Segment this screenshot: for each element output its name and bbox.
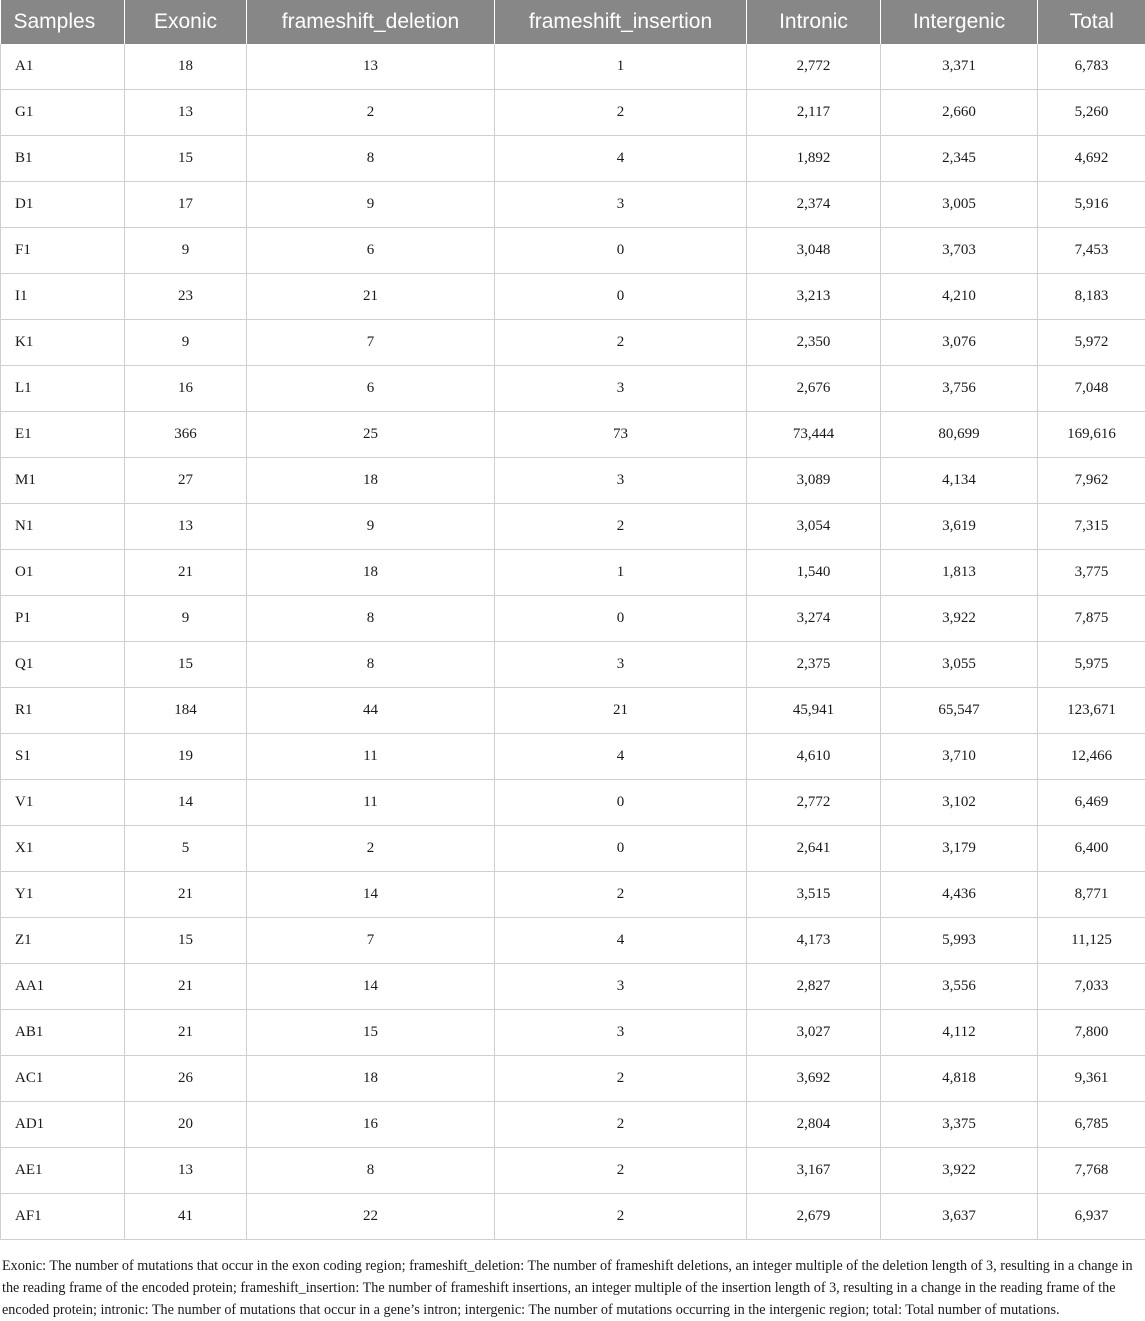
cell-intronic: 1,540: [747, 550, 881, 596]
cell-intronic: 2,641: [747, 826, 881, 872]
cell-sample: D1: [1, 182, 125, 228]
header-frameshift-insertion: frameshift_insertion: [495, 0, 747, 44]
cell-frameshift-insertion: 0: [495, 826, 747, 872]
cell-frameshift-insertion: 1: [495, 550, 747, 596]
cell-frameshift-insertion: 21: [495, 688, 747, 734]
cell-exonic: 13: [125, 504, 247, 550]
cell-intronic: 3,213: [747, 274, 881, 320]
cell-intergenic: 3,619: [881, 504, 1038, 550]
cell-total: 7,033: [1038, 964, 1145, 1010]
cell-exonic: 9: [125, 228, 247, 274]
cell-intronic: 2,827: [747, 964, 881, 1010]
table-row: [1, 1102, 1145, 1148]
table-row: [1, 688, 1145, 734]
cell-intronic: 4,173: [747, 918, 881, 964]
cell-exonic: 9: [125, 596, 247, 642]
cell-sample: K1: [1, 320, 125, 366]
cell-sample: B1: [1, 136, 125, 182]
cell-frameshift-insertion: 2: [495, 872, 747, 918]
cell-intronic: 45,941: [747, 688, 881, 734]
table-footnote: Exonic: The number of mutations that occur in the exon coding region; frameshift_deletion: The number of frameshift deletions, an integer multiple of the deletion length of 3, resulting in a change in the reading frame of the encoded protein; frameshift_insertion: The number of frameshift insertions, an integer multiple of the insertion length of 3, resulting in a change in the reading frame of the encoded protein; intronic: The number of mutations that occur in a gene’s intron; intergenic: The number of mutations occurring in the intergenic region; total: Total number of mutations.: [2, 1255, 1140, 1321]
cell-frameshift-deletion: 15: [247, 1010, 495, 1056]
cell-intronic: 2,350: [747, 320, 881, 366]
cell-intronic: 2,374: [747, 182, 881, 228]
cell-exonic: 184: [125, 688, 247, 734]
table-row: [1, 1010, 1145, 1056]
cell-intronic: 3,167: [747, 1148, 881, 1194]
cell-intronic: 3,089: [747, 458, 881, 504]
cell-frameshift-deletion: 44: [247, 688, 495, 734]
cell-total: 7,315: [1038, 504, 1145, 550]
cell-total: 7,048: [1038, 366, 1145, 412]
cell-total: 8,183: [1038, 274, 1145, 320]
cell-intronic: 3,515: [747, 872, 881, 918]
cell-exonic: 27: [125, 458, 247, 504]
cell-total: 9,361: [1038, 1056, 1145, 1102]
cell-exonic: 41: [125, 1194, 247, 1240]
cell-frameshift-insertion: 2: [495, 1194, 747, 1240]
cell-sample: R1: [1, 688, 125, 734]
cell-exonic: 19: [125, 734, 247, 780]
cell-frameshift-deletion: 7: [247, 918, 495, 964]
cell-total: 7,962: [1038, 458, 1145, 504]
cell-exonic: 21: [125, 872, 247, 918]
cell-frameshift-deletion: 9: [247, 504, 495, 550]
cell-frameshift-insertion: 4: [495, 136, 747, 182]
cell-intronic: 2,804: [747, 1102, 881, 1148]
table-row: [1, 734, 1145, 780]
cell-frameshift-deletion: 8: [247, 642, 495, 688]
table-row: [1, 412, 1145, 458]
cell-intergenic: 3,179: [881, 826, 1038, 872]
cell-sample: AA1: [1, 964, 125, 1010]
cell-intergenic: 4,436: [881, 872, 1038, 918]
cell-intronic: 2,772: [747, 780, 881, 826]
cell-frameshift-deletion: 18: [247, 550, 495, 596]
table-header-row: [1, 0, 1145, 44]
cell-intronic: 3,274: [747, 596, 881, 642]
cell-frameshift-insertion: 3: [495, 1010, 747, 1056]
cell-intronic: 3,027: [747, 1010, 881, 1056]
cell-exonic: 26: [125, 1056, 247, 1102]
cell-intronic: 2,117: [747, 90, 881, 136]
cell-intergenic: 4,112: [881, 1010, 1038, 1056]
table-row: [1, 228, 1145, 274]
cell-frameshift-insertion: 3: [495, 366, 747, 412]
cell-total: 3,775: [1038, 550, 1145, 596]
table-row: [1, 504, 1145, 550]
cell-exonic: 23: [125, 274, 247, 320]
cell-total: 5,916: [1038, 182, 1145, 228]
cell-total: 5,260: [1038, 90, 1145, 136]
cell-intergenic: 3,922: [881, 596, 1038, 642]
cell-frameshift-deletion: 8: [247, 596, 495, 642]
table-row: [1, 918, 1145, 964]
header-intronic: Intronic: [747, 0, 881, 44]
cell-exonic: 21: [125, 550, 247, 596]
cell-intergenic: 4,134: [881, 458, 1038, 504]
cell-sample: Z1: [1, 918, 125, 964]
table-row: [1, 964, 1145, 1010]
cell-sample: AB1: [1, 1010, 125, 1056]
cell-total: 6,785: [1038, 1102, 1145, 1148]
cell-intergenic: 65,547: [881, 688, 1038, 734]
cell-total: 7,453: [1038, 228, 1145, 274]
cell-exonic: 5: [125, 826, 247, 872]
cell-frameshift-deletion: 7: [247, 320, 495, 366]
table-row: [1, 320, 1145, 366]
cell-intergenic: 5,993: [881, 918, 1038, 964]
cell-total: 4,692: [1038, 136, 1145, 182]
cell-total: 123,671: [1038, 688, 1145, 734]
cell-intergenic: 3,055: [881, 642, 1038, 688]
cell-frameshift-insertion: 2: [495, 1056, 747, 1102]
cell-intergenic: 3,756: [881, 366, 1038, 412]
cell-intergenic: 3,922: [881, 1148, 1038, 1194]
cell-intronic: 3,054: [747, 504, 881, 550]
cell-intronic: 2,375: [747, 642, 881, 688]
cell-frameshift-insertion: 0: [495, 780, 747, 826]
cell-intergenic: 2,345: [881, 136, 1038, 182]
cell-exonic: 9: [125, 320, 247, 366]
cell-total: 6,937: [1038, 1194, 1145, 1240]
header-total: Total: [1038, 0, 1145, 44]
cell-total: 6,783: [1038, 44, 1145, 90]
cell-frameshift-insertion: 3: [495, 458, 747, 504]
cell-sample: O1: [1, 550, 125, 596]
cell-sample: E1: [1, 412, 125, 458]
cell-intergenic: 1,813: [881, 550, 1038, 596]
cell-exonic: 15: [125, 642, 247, 688]
cell-sample: V1: [1, 780, 125, 826]
cell-sample: Q1: [1, 642, 125, 688]
cell-total: 6,400: [1038, 826, 1145, 872]
cell-total: 11,125: [1038, 918, 1145, 964]
table-row: [1, 136, 1145, 182]
table-row: [1, 550, 1145, 596]
cell-frameshift-insertion: 4: [495, 918, 747, 964]
cell-frameshift-deletion: 13: [247, 44, 495, 90]
table-row: [1, 1148, 1145, 1194]
header-samples: Samples: [1, 0, 125, 44]
cell-frameshift-insertion: 3: [495, 182, 747, 228]
table-row: [1, 366, 1145, 412]
cell-frameshift-deletion: 14: [247, 964, 495, 1010]
cell-total: 12,466: [1038, 734, 1145, 780]
cell-frameshift-deletion: 6: [247, 366, 495, 412]
table-row: [1, 274, 1145, 320]
cell-frameshift-deletion: 25: [247, 412, 495, 458]
cell-frameshift-insertion: 0: [495, 228, 747, 274]
cell-intergenic: 3,703: [881, 228, 1038, 274]
cell-exonic: 20: [125, 1102, 247, 1148]
cell-intergenic: 3,637: [881, 1194, 1038, 1240]
cell-sample: P1: [1, 596, 125, 642]
cell-frameshift-insertion: 3: [495, 964, 747, 1010]
cell-sample: F1: [1, 228, 125, 274]
cell-intergenic: 3,556: [881, 964, 1038, 1010]
cell-total: 7,768: [1038, 1148, 1145, 1194]
table-row: [1, 182, 1145, 228]
cell-exonic: 21: [125, 964, 247, 1010]
cell-exonic: 13: [125, 90, 247, 136]
cell-exonic: 15: [125, 136, 247, 182]
cell-sample: AC1: [1, 1056, 125, 1102]
cell-frameshift-insertion: 2: [495, 1148, 747, 1194]
cell-intronic: 2,679: [747, 1194, 881, 1240]
cell-frameshift-deletion: 21: [247, 274, 495, 320]
cell-frameshift-insertion: 2: [495, 320, 747, 366]
cell-frameshift-insertion: 73: [495, 412, 747, 458]
cell-intergenic: 2,660: [881, 90, 1038, 136]
table-row: [1, 872, 1145, 918]
cell-frameshift-insertion: 2: [495, 90, 747, 136]
cell-intronic: 2,676: [747, 366, 881, 412]
cell-sample: X1: [1, 826, 125, 872]
cell-sample: I1: [1, 274, 125, 320]
header-exonic: Exonic: [125, 0, 247, 44]
table-row: [1, 1056, 1145, 1102]
cell-sample: S1: [1, 734, 125, 780]
cell-frameshift-deletion: 18: [247, 458, 495, 504]
cell-frameshift-deletion: 11: [247, 734, 495, 780]
cell-total: 169,616: [1038, 412, 1145, 458]
cell-frameshift-insertion: 2: [495, 504, 747, 550]
cell-exonic: 366: [125, 412, 247, 458]
cell-intronic: 3,692: [747, 1056, 881, 1102]
cell-frameshift-insertion: 3: [495, 642, 747, 688]
table-row: [1, 44, 1145, 90]
cell-total: 8,771: [1038, 872, 1145, 918]
cell-frameshift-insertion: 0: [495, 274, 747, 320]
cell-frameshift-deletion: 6: [247, 228, 495, 274]
cell-exonic: 21: [125, 1010, 247, 1056]
cell-sample: G1: [1, 90, 125, 136]
header-intergenic: Intergenic: [881, 0, 1038, 44]
cell-sample: M1: [1, 458, 125, 504]
table-body: [1, 44, 1145, 1240]
cell-frameshift-deletion: 11: [247, 780, 495, 826]
cell-total: 6,469: [1038, 780, 1145, 826]
cell-intergenic: 80,699: [881, 412, 1038, 458]
cell-exonic: 14: [125, 780, 247, 826]
cell-frameshift-deletion: 16: [247, 1102, 495, 1148]
cell-frameshift-deletion: 18: [247, 1056, 495, 1102]
cell-frameshift-deletion: 2: [247, 90, 495, 136]
cell-sample: A1: [1, 44, 125, 90]
table-row: [1, 642, 1145, 688]
cell-exonic: 13: [125, 1148, 247, 1194]
cell-frameshift-deletion: 8: [247, 136, 495, 182]
cell-intergenic: 3,710: [881, 734, 1038, 780]
table-row: [1, 596, 1145, 642]
cell-intronic: 4,610: [747, 734, 881, 780]
table-row: [1, 90, 1145, 136]
cell-frameshift-insertion: 4: [495, 734, 747, 780]
cell-intergenic: 3,102: [881, 780, 1038, 826]
cell-exonic: 18: [125, 44, 247, 90]
cell-sample: L1: [1, 366, 125, 412]
cell-frameshift-insertion: 2: [495, 1102, 747, 1148]
cell-intergenic: 4,818: [881, 1056, 1038, 1102]
cell-total: 7,875: [1038, 596, 1145, 642]
cell-intronic: 1,892: [747, 136, 881, 182]
cell-intronic: 3,048: [747, 228, 881, 274]
cell-sample: AE1: [1, 1148, 125, 1194]
header-frameshift-deletion: frameshift_deletion: [247, 0, 495, 44]
cell-intronic: 73,444: [747, 412, 881, 458]
cell-intronic: 2,772: [747, 44, 881, 90]
cell-total: 5,975: [1038, 642, 1145, 688]
table-row: [1, 1194, 1145, 1240]
cell-frameshift-deletion: 2: [247, 826, 495, 872]
table-row: [1, 458, 1145, 504]
cell-intergenic: 3,076: [881, 320, 1038, 366]
cell-intergenic: 3,371: [881, 44, 1038, 90]
cell-frameshift-deletion: 22: [247, 1194, 495, 1240]
cell-frameshift-deletion: 14: [247, 872, 495, 918]
cell-frameshift-deletion: 8: [247, 1148, 495, 1194]
cell-total: 5,972: [1038, 320, 1145, 366]
cell-sample: N1: [1, 504, 125, 550]
table-row: [1, 780, 1145, 826]
cell-exonic: 17: [125, 182, 247, 228]
cell-sample: AD1: [1, 1102, 125, 1148]
cell-intergenic: 3,005: [881, 182, 1038, 228]
cell-exonic: 15: [125, 918, 247, 964]
cell-sample: AF1: [1, 1194, 125, 1240]
table-row: [1, 826, 1145, 872]
cell-frameshift-insertion: 0: [495, 596, 747, 642]
cell-intergenic: 3,375: [881, 1102, 1038, 1148]
cell-intergenic: 4,210: [881, 274, 1038, 320]
cell-frameshift-insertion: 1: [495, 44, 747, 90]
cell-sample: Y1: [1, 872, 125, 918]
cell-frameshift-deletion: 9: [247, 182, 495, 228]
cell-total: 7,800: [1038, 1010, 1145, 1056]
cell-exonic: 16: [125, 366, 247, 412]
